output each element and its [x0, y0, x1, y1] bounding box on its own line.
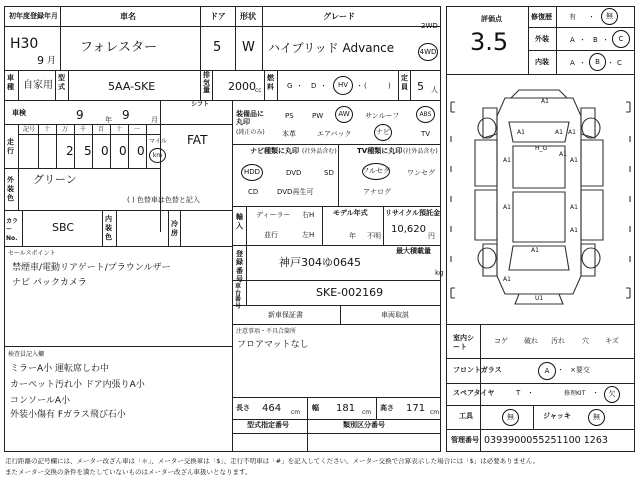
model-value: 5AA-SKE	[108, 80, 156, 93]
tv-oneseg: ワンセグ	[407, 169, 435, 177]
import-dealer: ディーラー	[256, 211, 291, 219]
door-value: 5	[213, 40, 222, 55]
glass-x: ×要交	[570, 366, 590, 374]
inspection-month: 9	[122, 108, 130, 122]
length-unit: cm	[291, 409, 301, 416]
dmg-a1-hood-r: A1	[555, 129, 563, 136]
sales-point-line-1: ナビ パックカメラ	[12, 278, 87, 288]
reg-month: 9	[37, 54, 44, 67]
fuel-d: D	[311, 82, 317, 90]
equip-aw-circled: AW	[335, 106, 353, 123]
plate-value: 神戸304ゆ0645	[279, 256, 361, 269]
repair-no-circled: 無	[601, 8, 618, 25]
equip-abs-circled: ABS	[416, 106, 435, 123]
fuel-hv-circled: HV	[333, 76, 353, 95]
tv-type-sub: (社外品含む)	[403, 148, 438, 155]
dmg-a1-rear-l: A1	[503, 276, 511, 283]
reg-month-unit: 月	[47, 56, 57, 66]
room-item-3: 穴	[582, 337, 589, 345]
height-unit: cm	[430, 409, 440, 416]
model-year-label: モデル年式	[333, 209, 368, 217]
interior-b-circled: B	[589, 53, 606, 71]
navi-cd: CD	[248, 188, 259, 196]
dmg-a1-front: A1	[541, 98, 549, 105]
inspector-label: 検査員記入欄	[8, 351, 45, 358]
manual-label: 車両取説	[381, 311, 409, 319]
repair-yes: 有	[569, 13, 576, 21]
warranty-label: 新車保証書	[268, 311, 303, 319]
dmg-a1-trunk: A1	[531, 247, 539, 254]
navi-dvd: DVD	[286, 169, 302, 177]
fuel-open: (	[364, 82, 367, 90]
load-unit: kg	[435, 269, 444, 277]
interior-c: C	[617, 59, 622, 67]
car-type-value: 自家用	[23, 80, 53, 91]
place-label-0: 記号	[23, 126, 36, 133]
mgmt-value: 0393900055251100 1263	[484, 435, 608, 446]
dmg-a1-door-fl: A1	[503, 157, 511, 164]
capacity-value: 5	[417, 80, 424, 93]
color-value: グリーン	[33, 173, 77, 186]
dmg-u1-rear: U1	[535, 295, 544, 302]
equip-label: 装備品に丸印	[236, 110, 264, 126]
inspection-month-unit: 月	[151, 116, 158, 124]
footer-line-2: またメーター交換の条件を満たしていないものはメーター改ざん車扱いとなります。	[5, 468, 252, 476]
tv-type-label: TV種類に丸印	[357, 147, 403, 155]
model-label: 型式	[58, 74, 65, 92]
shift-label: シフト	[191, 101, 210, 108]
import-label: 輸入	[236, 213, 243, 231]
mileage-digit-0: 2	[66, 144, 74, 158]
equip-sub: (純正のみ)	[236, 129, 265, 136]
vin-value: SKE-002169	[316, 286, 384, 299]
exterior-a: A	[570, 36, 575, 44]
dmg-a1-door-rl: A1	[503, 204, 511, 211]
score-label: 評価点	[481, 15, 502, 23]
mileage-mile: マイル	[149, 138, 167, 145]
place-label-2: 万	[62, 126, 69, 133]
shift-value: FAT	[187, 133, 208, 147]
width-unit: cm	[362, 409, 372, 416]
car-type-label: 車種	[7, 74, 14, 92]
glass-label: フロントガラス	[453, 366, 502, 374]
navi-type-sub: (社外品含む)	[302, 148, 337, 155]
equip-pw: PW	[312, 112, 324, 120]
exterior-b: B	[593, 36, 598, 44]
equip-ps: PS	[285, 112, 294, 120]
fuel-close: )	[388, 82, 391, 90]
room-item-1: 破れ	[524, 337, 538, 345]
navi-hdd-circled: HDD	[241, 164, 263, 181]
recycle-unit: 円	[428, 232, 435, 240]
spare-t: T	[516, 389, 521, 397]
grade-label: グレード	[323, 12, 355, 21]
displacement-value: 2000	[228, 80, 256, 93]
import-right: 右H	[302, 211, 315, 219]
inspector-line-0: ミラーA小 運転席しわ中	[10, 364, 110, 374]
load-label: 最大積載量	[396, 247, 431, 255]
navi-type-label: ナビ種類に丸印	[250, 147, 299, 155]
dmg-a1-hood-l: A1	[517, 129, 525, 136]
jack-label: ジャッキ	[543, 412, 571, 420]
dmg-a1-fender-r: A1	[568, 129, 576, 136]
color-no-value: SBC	[52, 221, 75, 234]
capacity-unit: 人	[431, 86, 438, 94]
reg-label: 初年度登録年月	[9, 12, 58, 20]
import-left: 左H	[302, 231, 315, 239]
navi-sd: SD	[324, 169, 334, 177]
car-name-value: フォレスター	[80, 40, 157, 55]
spare-label: スペアタイヤ	[453, 389, 495, 397]
dmg-h-glass: H_G	[535, 145, 548, 152]
spare-none-circled: 欠	[604, 386, 620, 403]
navi-dvdplay: DVD再生可	[277, 188, 314, 196]
dmg-a1-qtr-r: A1	[570, 227, 578, 234]
interior-a: A	[570, 59, 575, 67]
plate-label: 登録番号	[236, 250, 243, 284]
dmg-a1-roof-r: A1	[559, 151, 567, 158]
length-label: 長さ	[236, 404, 250, 412]
spare-kit: 修理KIT	[564, 390, 586, 397]
room-item-4: キズ	[605, 337, 619, 345]
equip-navi-circled: ナビ	[374, 124, 392, 141]
height-label: 高さ	[380, 404, 394, 412]
tools-label: 工具	[459, 412, 473, 420]
width-value: 181	[336, 403, 356, 414]
repair-label: 修復歴	[531, 13, 552, 21]
color-label: 外装色	[7, 176, 14, 203]
room-item-2: 汚れ	[551, 337, 565, 345]
footer-line-1: 走行距離の記号欄には、メーター改ざん車は「＊」、メーター交換車は「$」、走行不明車は「#」を記入してください。メーター交換で合算表示した場合には「$」は必要ありません。	[5, 458, 540, 465]
dmg-a1-door-fr: A1	[570, 157, 578, 164]
equip-sunroof: サンルーフ	[365, 112, 400, 120]
grade-2wd: 2WD	[421, 22, 438, 30]
tv-fullseg-circled: フルセグ	[362, 163, 390, 180]
height-value: 171	[406, 403, 426, 414]
import-parallel: 並行	[264, 231, 278, 239]
door-label: ドア	[210, 12, 226, 21]
mileage-digit-3: 0	[119, 144, 127, 158]
mileage-digit-1: 5	[84, 144, 92, 158]
model-year-unknown: 不明	[367, 232, 381, 240]
mileage-digit-2: 0	[101, 144, 109, 158]
inspector-line-3: 外装小傷有 Fガラス飛び石小	[10, 410, 126, 420]
recycle-value: 10,620	[391, 224, 426, 235]
inspection-year-unit: 年	[105, 116, 112, 124]
notes-label: 注意事項・不具合箇所	[236, 328, 297, 335]
reg-era-year: H30	[10, 36, 39, 52]
place-label-1: 十	[44, 126, 51, 133]
mileage-label: 走行	[7, 138, 14, 156]
equip-airbag: エアバック	[317, 130, 352, 138]
recycle-label: リサイクル預託金	[385, 209, 441, 217]
displacement-unit: cc	[255, 87, 262, 94]
mileage-digit-4: 0	[137, 144, 145, 158]
equip-tv: TV	[421, 130, 431, 138]
jack-none-circled: 無	[588, 409, 605, 426]
exterior-c-circled: C	[612, 30, 630, 48]
glass-a-circled: A	[538, 362, 556, 380]
interior-label: 内装	[535, 58, 549, 66]
equip-leather: 本革	[282, 130, 296, 138]
length-value: 464	[262, 403, 282, 414]
dmg-a1-door-rr: A1	[570, 204, 578, 211]
inspector-line-2: コンソールA小	[10, 396, 70, 406]
fuel-label: 燃料	[267, 74, 274, 92]
room-label: 室内シート	[453, 334, 474, 352]
sales-point-label: セールスポイント	[8, 250, 56, 257]
color-no-label: カラーNo.	[6, 218, 19, 242]
place-label-6: 一	[134, 126, 141, 133]
room-item-0: コゲ	[494, 337, 508, 345]
width-label: 幅	[312, 404, 319, 412]
mgmt-label: 管理番号	[451, 436, 479, 444]
grade-4wd-circled: 4WD	[418, 43, 438, 61]
displacement-label: 排気量	[203, 71, 210, 95]
shape-label: 形状	[240, 12, 256, 21]
inspector-line-1: カーペット汚れ小 ドア内張りA小	[10, 380, 145, 390]
inspection-label: 車検	[12, 109, 26, 117]
score-value: 3.5	[470, 28, 509, 56]
model-year-unit: 年	[349, 232, 356, 240]
class-no-label: 類別区分番号	[343, 421, 385, 429]
interior-color-label: 内装色	[105, 215, 112, 242]
tools-none-circled: 無	[502, 409, 519, 426]
exterior-label: 外装	[535, 35, 549, 43]
place-label-3: 千	[80, 126, 87, 133]
shape-value: W	[242, 40, 255, 55]
color-note: ( ) 色替車は色替と記入	[127, 196, 200, 204]
notes-line-0: フロアマットなし	[237, 340, 309, 350]
vin-label: 車台番号	[235, 283, 242, 310]
place-label-4: 百	[98, 126, 105, 133]
tv-analog: アナログ	[363, 188, 391, 196]
car-diagram	[447, 76, 634, 323]
fuel-g: G	[287, 82, 293, 90]
car-name-label: 車名	[120, 12, 136, 21]
inspection-year: 9	[76, 108, 84, 122]
capacity-label: 定員	[401, 74, 408, 92]
type-no-label: 型式指定番号	[247, 421, 289, 429]
mileage-km-circled: km	[149, 148, 166, 163]
sales-point-line-0: 禁煙車/電動リアゲート/プラウンルザー	[12, 263, 171, 273]
place-label-5: 十	[116, 126, 123, 133]
aircon-label: 冷房	[171, 220, 178, 238]
grade-value: ハイブリッド Advance	[268, 41, 395, 55]
